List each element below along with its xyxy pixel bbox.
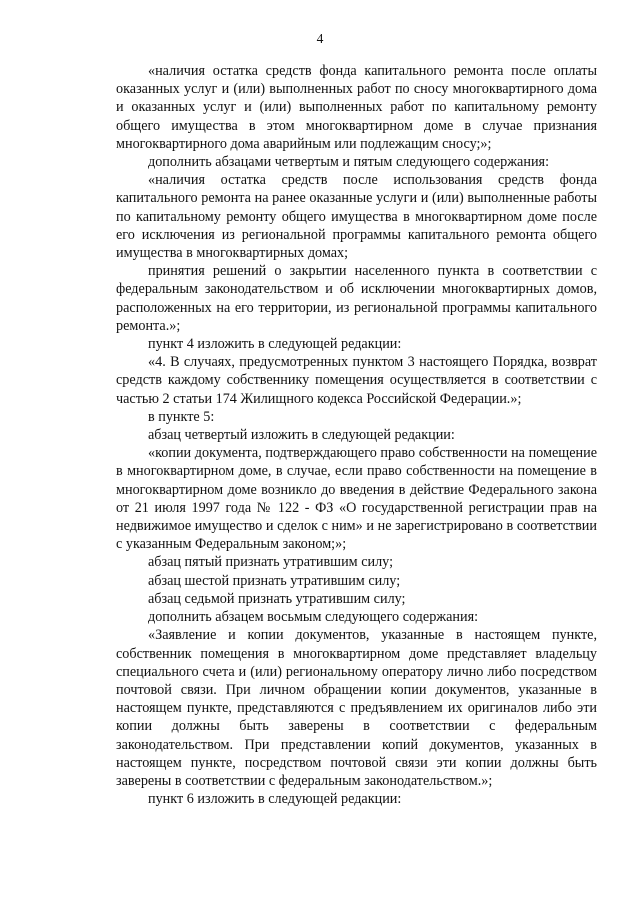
paragraph: пункт 6 изложить в следующей редакции: (148, 791, 402, 808)
paragraph: абзац шестой признать утратившим силу; (148, 572, 401, 589)
paragraph: абзац четвертый изложить в следующей редакции: (148, 427, 455, 444)
paragraph: принятия решений о закрытии населенного пункта в соответствии с федеральным законодательством и об исключении многоквартирных домов, расположенных на его территории, из региональной программы капитального ремонта.»; (116, 263, 597, 334)
paragraph: в пункте 5: (148, 408, 215, 425)
page-number: 4 (316, 31, 324, 46)
paragraph: абзац седьмой признать утратившим силу; (148, 590, 406, 607)
document-body (116, 62, 597, 808)
paragraph: пункт 4 изложить в следующей редакции: (148, 336, 402, 353)
paragraph: дополнить абзацами четвертым и пятым следующего содержания: (148, 154, 550, 171)
paragraph: «копии документа, подтверждающего право собственности на помещение в многоквартирном доме, в случае, если право собственности на помещение в многоквартирном доме возникло до введения в действие Федерального закона от 21 июля 1997 года № 122 - ФЗ «О государственной регистрации прав на недвижимое имущество и сделок с ним» и не зарегистрировано в соответствии с указанным Федеральным законом;»; (116, 445, 597, 553)
paragraph: «4. В случаях, предусмотренных пунктом 3 настоящего Порядка, возврат средств каждому собственнику помещения осуществляется в соответствии с частью 2 статьи 174 Жилищного кодекса Российской Федерации.»; (116, 354, 597, 407)
paragraph: дополнить абзацем восьмым следующего содержания: (148, 609, 479, 626)
paragraph: «Заявление и копии документов, указанные в настоящем пункте, собственник помещения в многоквартирном доме представляет владельцу специального счета и (или) региональному оператору лично либо посредством почтовой связи. При личном обращении копии документов, указанные в настоящем пункте, представляются с предъявлением их оригиналов либо эти копии должны быть заверены в соответствии с федеральным законодательством. При представлении копий документов, указанных в настоящем пункте, посредством почтовой связи эти копии должны быть заверены в соответствии с федеральным законодательством.»; (116, 627, 597, 789)
paragraph: «наличия остатка средств фонда капитального ремонта после оплаты оказанных услуг и (или) выполненных работ по сносу многоквартирного дома и оказанных услуг и (или) выполненных работ по капитальному ремонту общего имущества в этом многоквартирном доме в случае признания многоквартирного дома аварийным или подлежащим сносу;»; (116, 63, 597, 152)
paragraph: абзац пятый признать утратившим силу; (148, 554, 394, 571)
paragraph: «наличия остатка средств после использования средств фонда капитального ремонта на ранее оказанные услуги и (или) выполненные работы по капитальному ремонту общего имущества в многоквартирном доме после его исключения из региональной программы капитального ремонта общего имущества в многоквартирных домах; (116, 172, 597, 262)
